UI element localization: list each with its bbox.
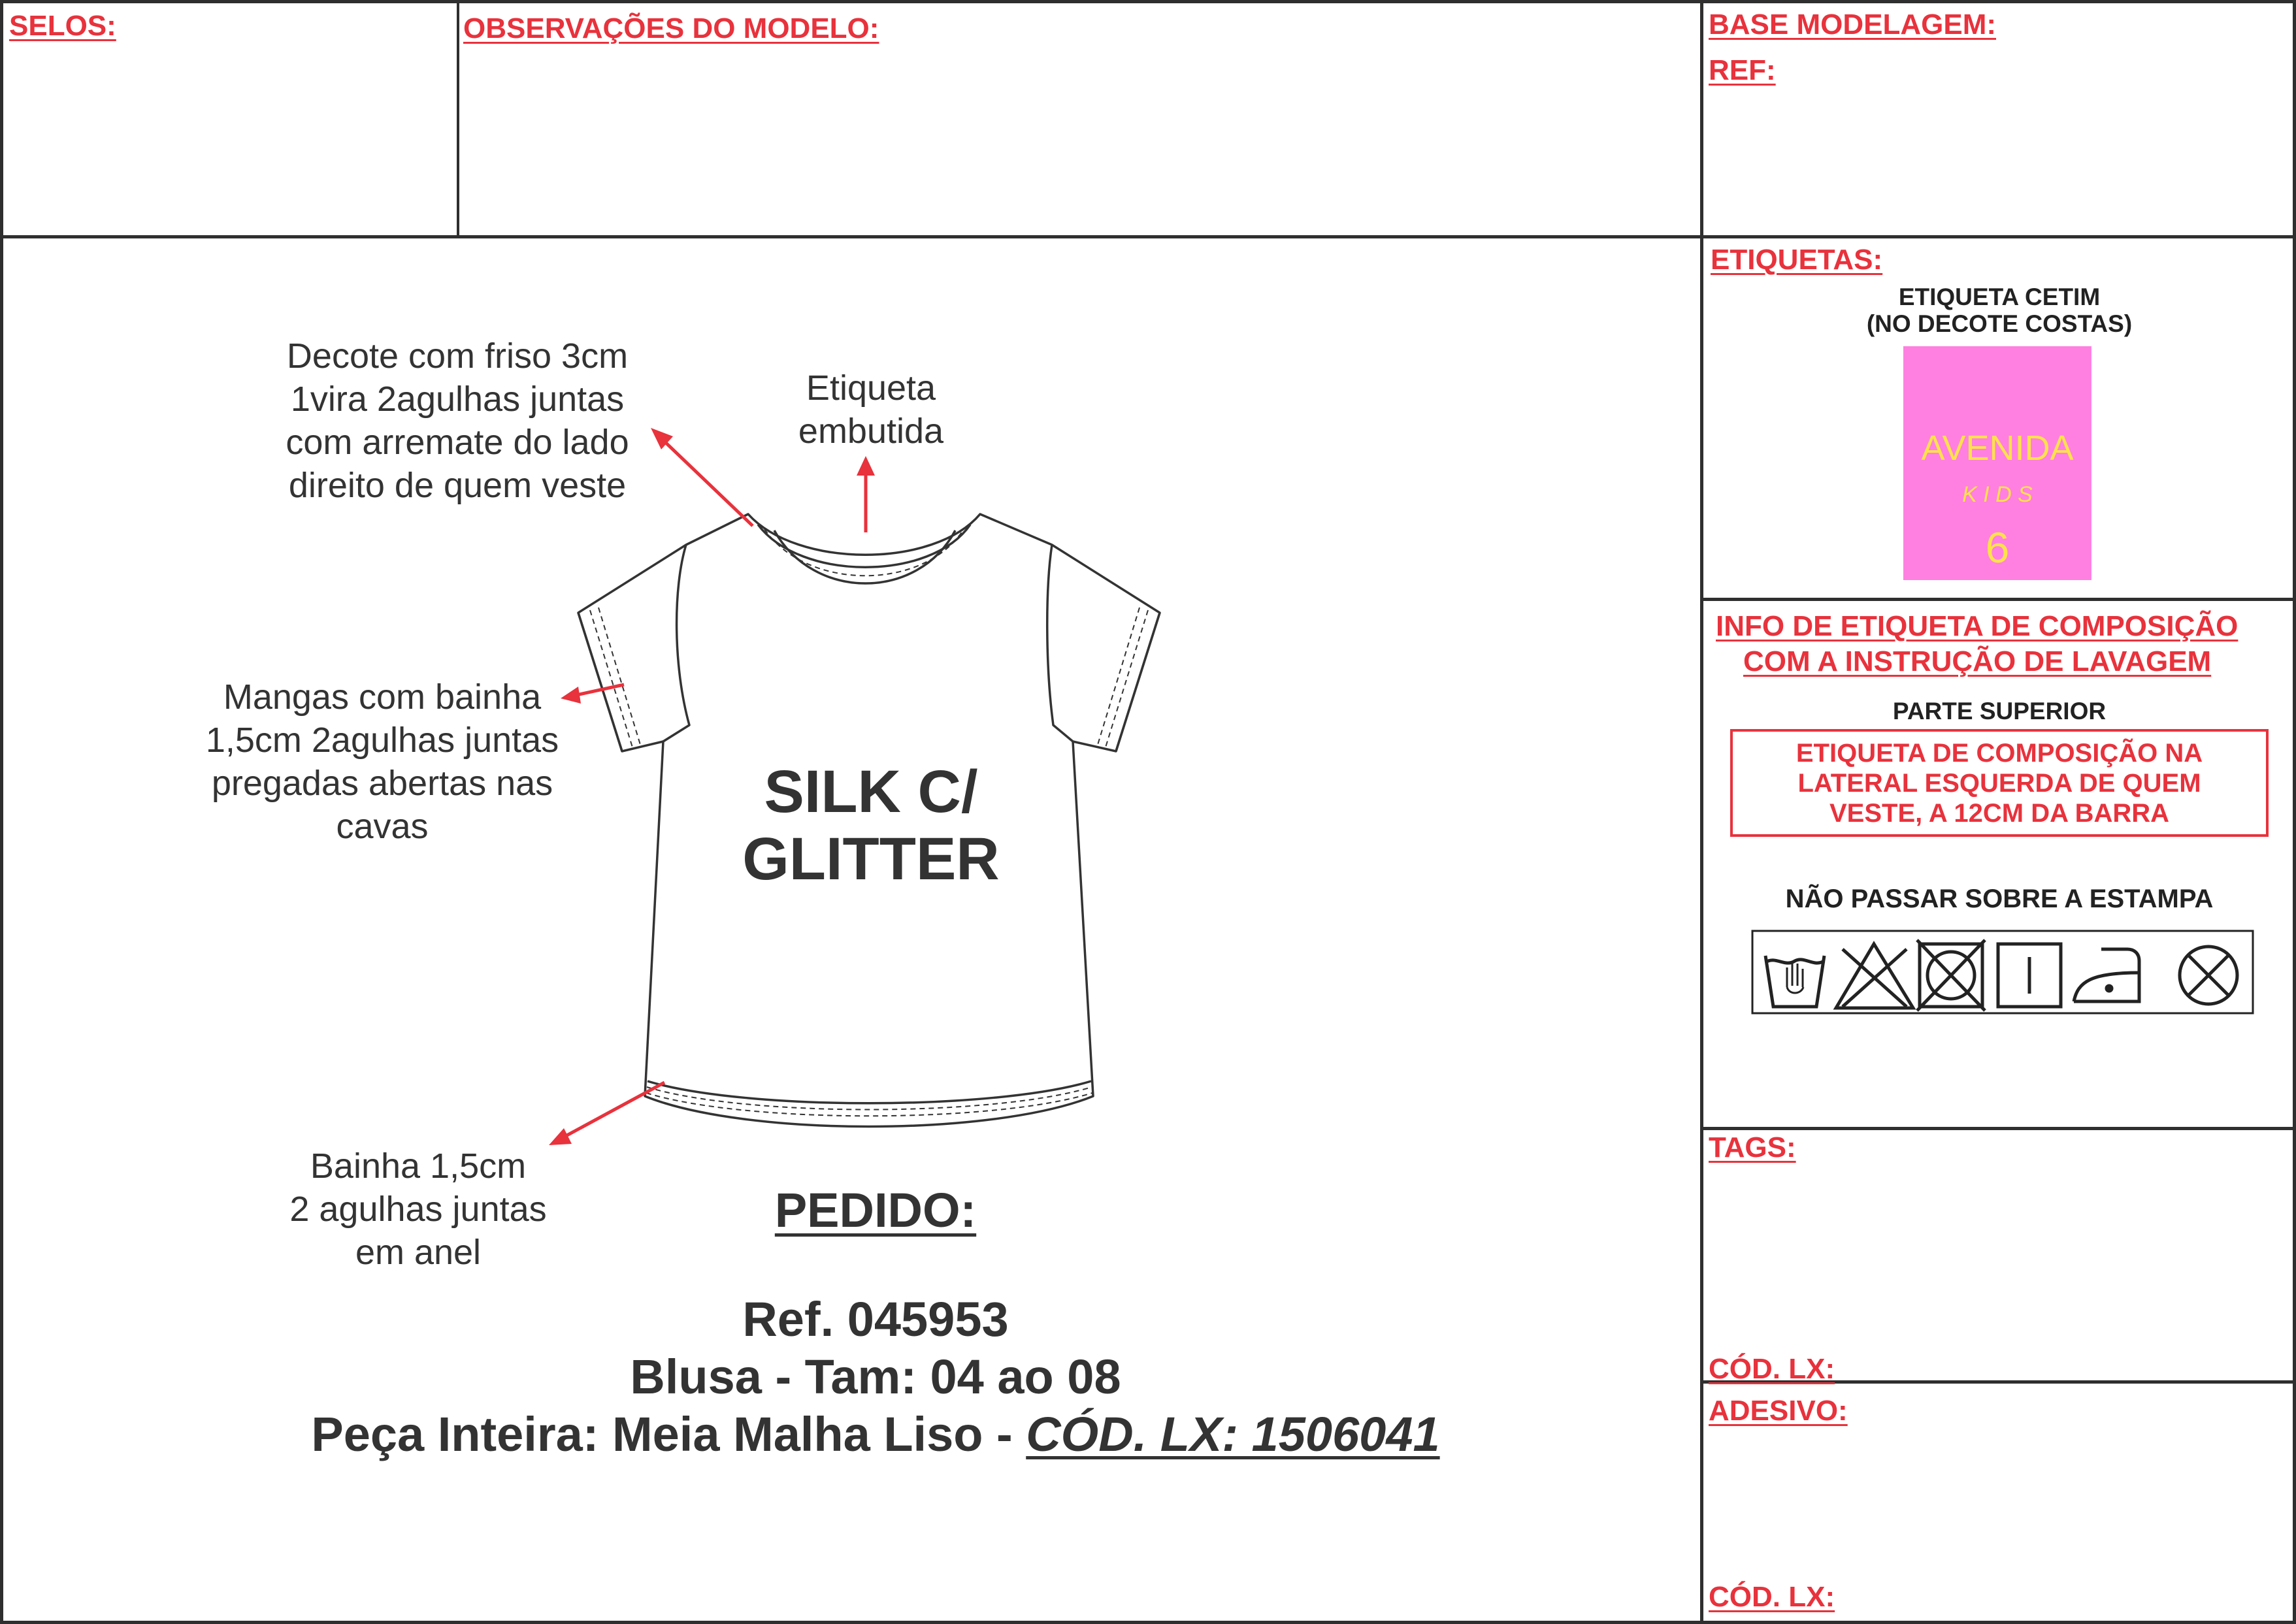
decote-annotation: [248, 334, 666, 507]
pedido-heading: PEDIDO:: [774, 1183, 977, 1237]
decote-line2: 1vira 2agulhas juntas: [290, 380, 625, 419]
bainha-line3: em anel: [355, 1233, 482, 1272]
composicao-box-line1: ETIQUETA DE COMPOSIÇÃO NA: [1796, 738, 2203, 768]
bainha-annotation: [222, 1145, 614, 1274]
observacoes-label: OBSERVAÇÕES DO MODELO:: [463, 12, 879, 44]
decote-line3: com arremate do lado: [286, 423, 629, 462]
base-modelagem-label: BASE MODELAGEM:: [1709, 8, 1996, 41]
label-sub: K I D S: [1962, 482, 2033, 507]
etiqueta-annotation: [740, 366, 1002, 453]
etiqueta-line1: Etiqueta: [806, 368, 936, 408]
etiqueta-caption-line2: (NO DECOTE COSTAS): [1866, 310, 2133, 337]
label-size: 6: [1985, 523, 2010, 572]
decote-line1: Decote com friso 3cm: [286, 336, 629, 376]
print-text-line2: GLITTER: [742, 826, 1000, 892]
selos-label: SELOS:: [9, 10, 116, 42]
satin-label: [1903, 346, 2091, 580]
composicao-box-line3: VESTE, A 12CM DA BARRA: [1829, 798, 2170, 828]
line-dry-icon: [1998, 944, 2061, 1007]
adesivo-cod-label: CÓD. LX:: [1709, 1581, 1835, 1613]
decote-line4: direito de quem veste: [288, 466, 627, 505]
hand-wash-icon: [1765, 956, 1824, 1007]
parte-superior: PARTE SUPERIOR: [1892, 698, 2107, 724]
composicao-title-line2: COM A INSTRUÇÃO DE LAVAGEM: [1743, 645, 2212, 677]
mangas-line1: Mangas com bainha: [223, 677, 542, 717]
iron-low-icon: [2074, 949, 2139, 1001]
composicao-title-line1: INFO DE ETIQUETA DE COMPOSIÇÃO: [1716, 610, 2239, 642]
etiqueta-line2: embutida: [798, 412, 944, 451]
mangas-line3: pregadas abertas nas: [211, 764, 553, 803]
mangas-line2: 1,5cm 2agulhas juntas: [205, 721, 559, 760]
mangas-line4: cavas: [336, 807, 429, 846]
etiquetas-label: ETIQUETAS:: [1711, 244, 1883, 276]
no-bleach-icon: [1836, 944, 1913, 1008]
order-peca: [222, 1406, 1529, 1463]
tags-label: TAGS:: [1709, 1131, 1796, 1163]
adesivo-label: ADESIVO:: [1709, 1395, 1848, 1427]
order-peca-prefix: Peça Inteira: Meia Malha Liso -: [311, 1407, 1026, 1461]
order-blusa: Blusa - Tam: 04 ao 08: [630, 1350, 1121, 1404]
composicao-box: [1730, 729, 2269, 837]
mangas-annotation: [173, 675, 591, 848]
bainha-line1: Bainha 1,5cm: [310, 1146, 527, 1186]
composicao-divider: [1701, 1127, 2296, 1130]
etiquetas-divider: [1701, 598, 2296, 601]
ref-label: REF:: [1709, 54, 1776, 86]
order-cod-lx: CÓD. LX: 1506041: [1026, 1407, 1440, 1461]
etiqueta-caption-line1: ETIQUETA CETIM: [1898, 284, 2101, 310]
no-tumble-dry-icon: [1917, 940, 1985, 1011]
print-text-line1: SILK C/: [764, 758, 978, 825]
tags-cod-label: CÓD. LX:: [1709, 1353, 1835, 1385]
composicao-box-line2: LATERAL ESQUERDA DE QUEM: [1797, 768, 2201, 798]
nao-passar: NÃO PASSAR SOBRE A ESTAMPA: [1785, 885, 2214, 913]
bainha-line2: 2 agulhas juntas: [289, 1190, 547, 1229]
order-ref: Ref. 045953: [742, 1292, 1009, 1346]
no-dry-clean-icon: [2180, 947, 2237, 1004]
label-brand: AVENIDA: [1921, 429, 2074, 468]
care-symbols: [1751, 930, 2254, 1015]
